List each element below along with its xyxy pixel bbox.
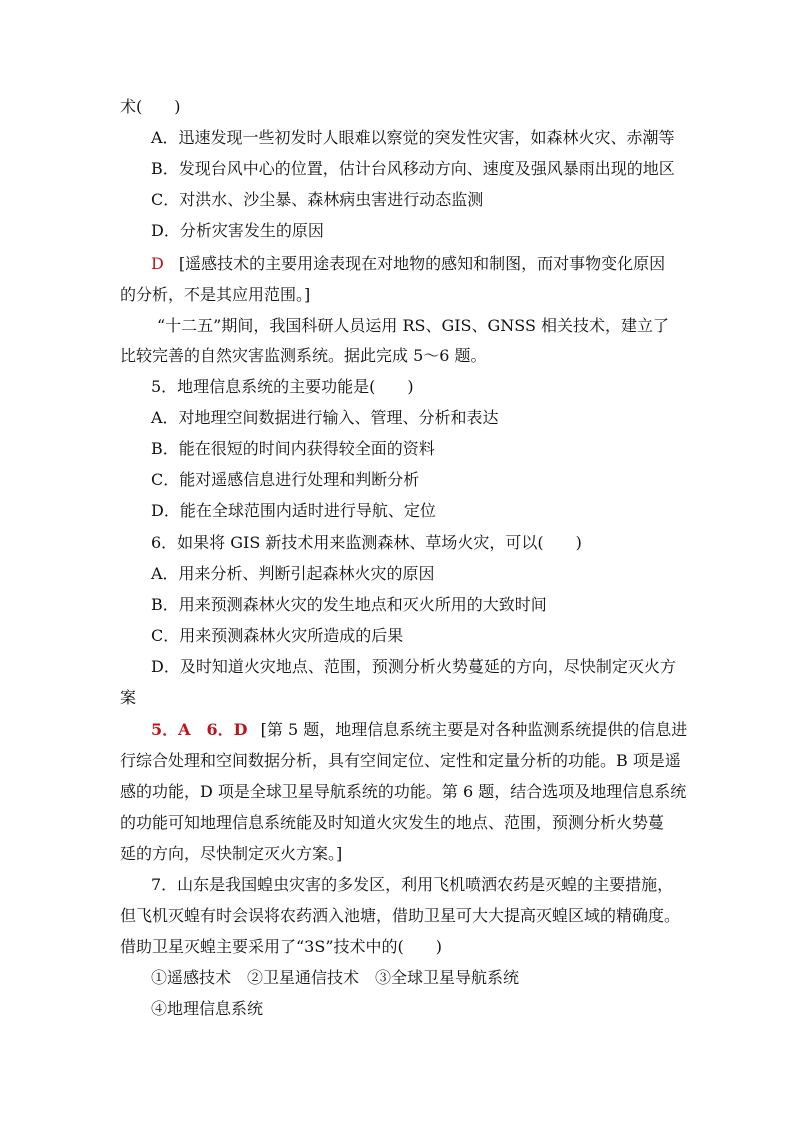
q7-stem-cont-1: 但飞机灭蝗有时会误将农药洒入池塘，借助卫星可大大提高灭蝗区域的精确度。 — [120, 906, 681, 925]
q4-option-c: C．对洪水、沙尘暴、森林病虫害进行动态监测 — [151, 190, 484, 209]
q5-q6-answer-line — [151, 720, 794, 740]
q6-option-c: C．用来预测森林火灾所造成的后果 — [151, 626, 404, 645]
q7-stem: 7．山东是我国蝗虫灾害的多发区，利用飞机喷洒农药是灭蝗的主要措施， — [151, 875, 674, 894]
q6-option-d-cont: 案 — [120, 688, 137, 707]
q5-option-a: A．对地理空间数据进行输入、管理、分析和表达 — [151, 408, 499, 427]
q4-explanation: [遥感技术的主要用途表现在对地物的感知和制图，而对事物变化原因 — [178, 254, 666, 273]
passage-intro-cont: 比较完善的自然灾害监测系统。据此完成 5～6 题。 — [120, 346, 487, 365]
q4-answer: D — [151, 254, 164, 273]
q5-option-b: B．能在很短的时间内获得较全面的资料 — [151, 439, 435, 458]
q5-q6-explanation: [第 5 题，地理信息系统主要是对各种监测系统提供的信息进 — [260, 720, 688, 739]
q6-option-a: A．用来分析、判断引起森林火灾的原因 — [151, 564, 435, 583]
q5-q6-explanation-cont-4: 延的方向，尽快制定灭火方案。] — [120, 844, 343, 863]
q5-q6-explanation-cont-1: 行综合处理和空间数据分析，具有空间定位、定性和定量分析的功能。B 项是遥 — [120, 751, 681, 770]
passage-intro: “十二五”期间，我国科研人员运用 RS、GIS、GNSS 相关技术，建立了 — [157, 316, 670, 335]
q4-explanation-cont: 的分析，不是其应用范围。] — [120, 285, 311, 304]
q6-option-d: D．及时知道火灾地点、范围，预测分析火势蔓延的方向，尽快制定灭火方 — [151, 657, 676, 676]
q4-stem-tail: 术( ) — [120, 97, 181, 116]
q6-option-b: B．用来预测森林火灾的发生地点和灭火所用的大致时间 — [151, 595, 547, 614]
q7-items-2: ④地理信息系统 — [151, 999, 264, 1018]
q5-stem: 5．地理信息系统的主要功能是( ) — [151, 377, 414, 396]
q5-q6-explanation-cont-3: 的功能可知地理信息系统能及时知道火灾发生的地点、范围，预测分析火势蔓 — [120, 813, 665, 832]
q4-option-b: B．发现台风中心的位置，估计台风移动方向、速度及强风暴雨出现的地区 — [151, 159, 675, 178]
q4-option-a: A．迅速发现一些初发时人眼难以察觉的突发性灾害，如森林火灾、赤潮等 — [151, 128, 675, 147]
q5-option-d: D．能在全球范围内适时进行导航、定位 — [151, 501, 436, 520]
q7-stem-cont-2: 借助卫星灭蝗主要采用了“3S”技术中的( ) — [120, 937, 442, 956]
q5-q6-answers: 5．A 6．D — [151, 720, 248, 739]
q7-items-1: ①遥感技术 ②卫星通信技术 ③全球卫星导航系统 — [151, 968, 520, 987]
q6-stem: 6．如果将 GIS 新技术用来监测森林、草场火灾，可以( ) — [151, 533, 582, 552]
q5-q6-explanation-cont-2: 感的功能，D 项是全球卫星导航系统的功能。第 6 题，结合选项及地理信息系统 — [120, 782, 687, 801]
q4-option-d: D．分析灾害发生的原因 — [151, 221, 324, 240]
q4-answer-line — [151, 254, 794, 274]
q5-option-c: C．能对遥感信息进行处理和判断分析 — [151, 470, 420, 489]
